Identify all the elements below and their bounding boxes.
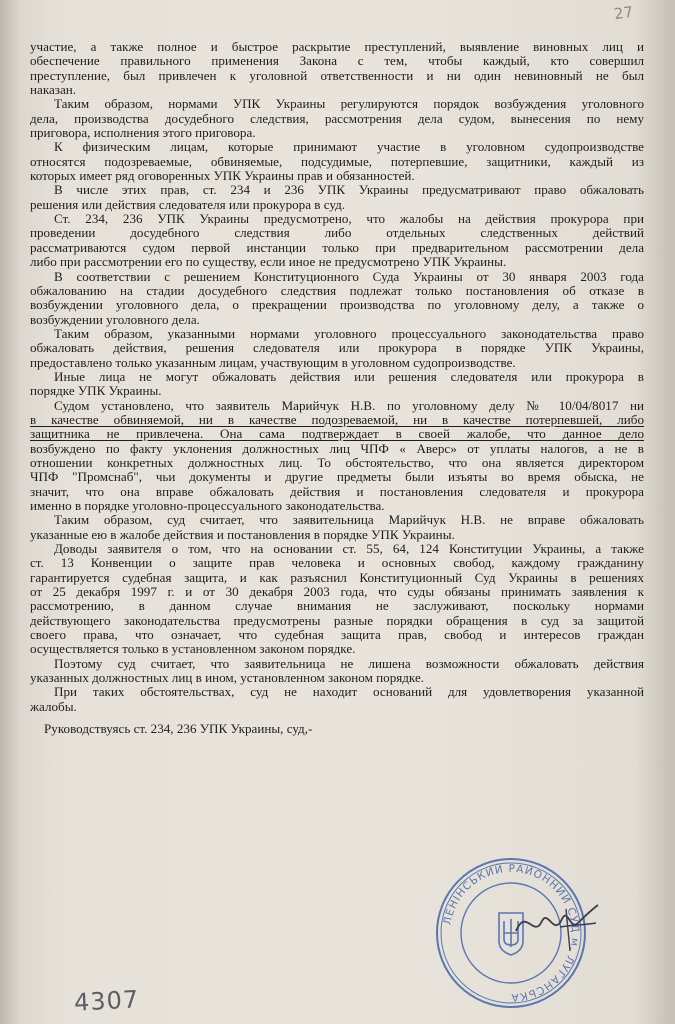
text-line: предоставлено только указанным лицам, участвующим в уголовном судопроизводстве. — [30, 354, 516, 370]
handwritten-signature — [512, 897, 602, 957]
text-line: своего права, что означает, что судебная защита прав, свобод и интересов граждан — [30, 627, 644, 643]
text-line: порядке УПК Украины. — [30, 383, 162, 399]
text-line: жалобы. — [30, 698, 77, 714]
text-line: гарантируется судебная защита, и как разъяснил Конституционный Суд Украины в решениях — [30, 569, 644, 585]
text-line: Доводы заявителя о том, что на основании ст. 55, 64, 124 Конституции Украины, а также — [54, 541, 644, 557]
text-line: отношении конкретных должностных лиц. То обстоятельство, что она является директором — [30, 454, 644, 470]
text-line: наказан. — [30, 82, 77, 98]
text-line: возбуждении уголовного дела, о прекращении производства по уголовному делу, а также о — [30, 297, 644, 313]
text-line: Ст. 234, 236 УПК Украины предусмотрено, что жалобы на действия прокурора при — [54, 211, 644, 227]
text-line: В числе этих прав, ст. 234 и 236 УПК Украины предусматривают право обжаловать — [54, 182, 644, 198]
text-line: Иные лица не могут обжаловать действия или решения следователя или прокурора в — [54, 368, 644, 384]
text-line: возбуждении уголовного дела. — [30, 311, 200, 327]
handwritten-page-number: 4307 — [73, 985, 140, 1017]
text-line: Судом установлено, что заявитель Марийчук Н.В. по уголовному делу № 10/04/8017 ни — [54, 397, 644, 413]
text-line: Поэтому суд считает, что заявительница не лишена возможности обжаловать действия — [54, 655, 644, 671]
text-line: дела, производства досудебного следствия, рассмотрения дела судом, вынесения по нему — [30, 110, 644, 126]
text-line: обжалованию на стадии досудебного следствия подлежат только постановления об отказе в — [30, 282, 644, 298]
text-line: обжаловать действия, решения следователя или прокурора в порядке УПК Украины, — [30, 340, 644, 356]
text-line-underlined: в качестве обвиняемой, ни в качестве подозреваемой, ни в качестве потерпевшей, либо — [30, 411, 644, 427]
text-line: В соответствии с решением Конституционного Суда Украины от 30 января 2003 года — [54, 268, 644, 284]
text-line: рассмотрению, в данном случае внимания не заслуживают, поскольку нормами — [30, 598, 644, 614]
text-line: обеспечение правильного применения Закона с тем, чтобы каждый, кто совершил — [30, 53, 644, 69]
text-line: При таких обстоятельствах, суд не находит оснований для удовлетворения указанной — [54, 684, 644, 700]
text-line: К физическим лицам, которые принимают участие в уголовном судопроизводстве — [54, 139, 644, 155]
text-line: Таким образом, суд считает, что заявительница Марийчук Н.В. не вправе обжаловать — [54, 512, 644, 528]
text-line: действующего законодательства предусмотрены разные порядки обращения в суд за защитой — [30, 612, 644, 628]
text-line: приговора, исполнения этого приговора. — [30, 125, 256, 141]
text-line: ст. 13 Конвенции о защите прав человека и основных свобод, каждому гражданину — [30, 555, 644, 571]
stamp-ring-text: ЛЕНІНСЬКИЙ РАЙОННИЙ СУД м. ЛУГАНСЬКА — [441, 862, 582, 1004]
text-line: ЧПФ "Промснаб", чьи документы и другие предметы были изъяты во время обыска, не — [30, 469, 644, 485]
text-line: которых имеет ряд оговоренных УПК Украины прав и обязанностей. — [30, 168, 415, 184]
text-line: от 25 декабря 1997 г. и от 30 декабря 2003 года, что суды обязаны принимать заявления к — [30, 584, 644, 600]
text-line: относятся подозреваемые, обвиняемые, подсудимые, потерпевшие, защитники, каждый из — [30, 153, 644, 169]
text-line: либо при рассмотрении его по существу, если иное не предусмотрено УПК Украины. — [30, 254, 507, 270]
text-line: проведении досудебного следствия либо отдельных следственных действий — [30, 225, 644, 241]
text-line: возбуждено по факту уклонения должностных лиц ЧПФ « Аверс» от уплаты налогов, а не в — [30, 440, 644, 456]
text-line: решения или действия следователя или прокурора в суд. — [30, 196, 346, 212]
text-line-underlined: защитника не привлечена. Она сама подтверждает в своей жалобе, что данное дело — [30, 426, 644, 442]
text-line: указанных должностных лиц в ином, установленном законом порядке. — [30, 670, 425, 686]
corner-pencil-mark: 27 — [612, 2, 635, 24]
document-body — [30, 40, 644, 737]
text-line: именно в порядке уголовно-процессуального законодательства. — [30, 498, 385, 513]
text-line: участие, а также полное и быстрое раскрытие преступлений, выявление виновных лиц и — [30, 39, 644, 54]
text-line: указанные ею в жалобе действия и постановления в порядке УПК Украины. — [30, 526, 455, 542]
text-line: преступление, был привлечен к уголовной ответственности и ни один невиновный не был — [30, 67, 644, 83]
text-line: значит, что она вправе обжаловать действия и постановления следователя и прокурора — [30, 483, 644, 499]
text-line: рассматриваются судом первой инстанции только при предварительном рассмотрении дела — [30, 239, 644, 255]
text-line: осуществляется только в установленном законом порядке. — [30, 641, 356, 657]
text-line: Таким образом, нормами УПК Украины регулируются порядок возбуждения уголовного — [54, 96, 644, 112]
text-line: Руководствуясь ст. 234, 236 УПК Украины, суд,- — [44, 721, 313, 737]
text-line: Таким образом, указанными нормами уголовного процессуального законодательства право — [54, 325, 644, 341]
